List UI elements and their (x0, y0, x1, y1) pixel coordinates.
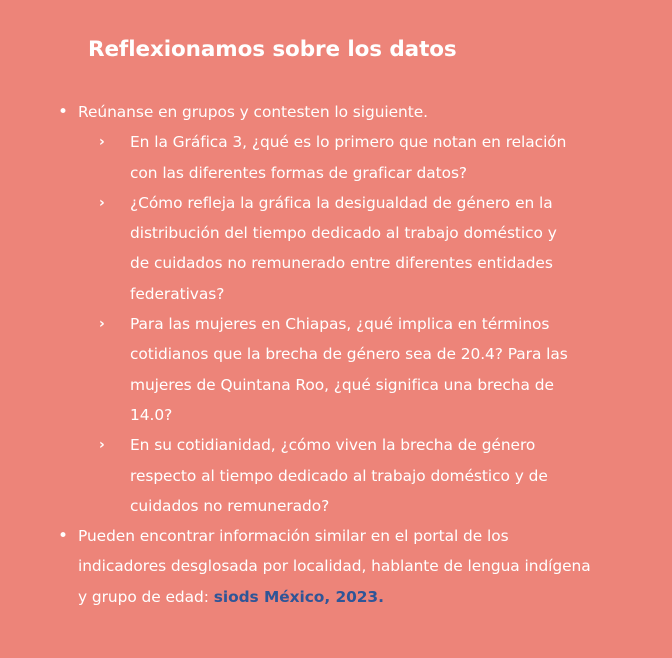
sub-question-text: ¿Cómo refleja la gráfica la desigualdad de género en la distribución del tiempo dedicado al trabajo doméstico y de cuidados no remunerado entre diferentes entidades federativas? (130, 193, 557, 303)
chevron-right-icon: › (99, 437, 105, 454)
sub-question-text: En la Gráfica 3, ¿qué es lo primero que notan en relación con las diferentes formas de graficar datos? (130, 133, 567, 182)
sub-question-item (0, 127, 598, 188)
sub-question-text: Para las mujeres en Chiapas, ¿qué implica en términos cotidianos que la brecha de género sea de 20.4? Para las mujeres de Quintana Roo, ¿qué significa una brecha de 14.0? (130, 315, 568, 424)
sub-question-item (0, 188, 598, 309)
chevron-right-icon: › (99, 194, 105, 211)
list-item (0, 97, 598, 521)
siods-link[interactable]: siods México, 2023. (213, 587, 384, 606)
bullet-text-portal-info (78, 521, 598, 612)
sub-question-item (0, 309, 598, 430)
chevron-right-icon: › (99, 134, 105, 151)
sub-question-item (0, 430, 598, 521)
sub-question-list (0, 127, 598, 521)
bullet-icon: • (58, 526, 69, 547)
chevron-right-icon: › (99, 316, 105, 333)
question-list (0, 97, 598, 612)
sub-question-text: En su cotidianidad, ¿cómo viven la brecha de género respecto al tiempo dedicado al trabajo doméstico y de cuidados no remunerado? (130, 436, 548, 515)
bullet-icon: • (58, 102, 69, 122)
section-title: Reflexionamos sobre los datos (88, 37, 457, 62)
portal-info-text: Pueden encontrar información similar en el portal de los indicadores desglosada por localidad, hablante de lengua indígena y grupo de edad: (78, 527, 591, 606)
list-item (0, 521, 598, 612)
bullet-text-group-instruction: Reúnanse en grupos y contesten lo siguiente. (78, 103, 429, 121)
